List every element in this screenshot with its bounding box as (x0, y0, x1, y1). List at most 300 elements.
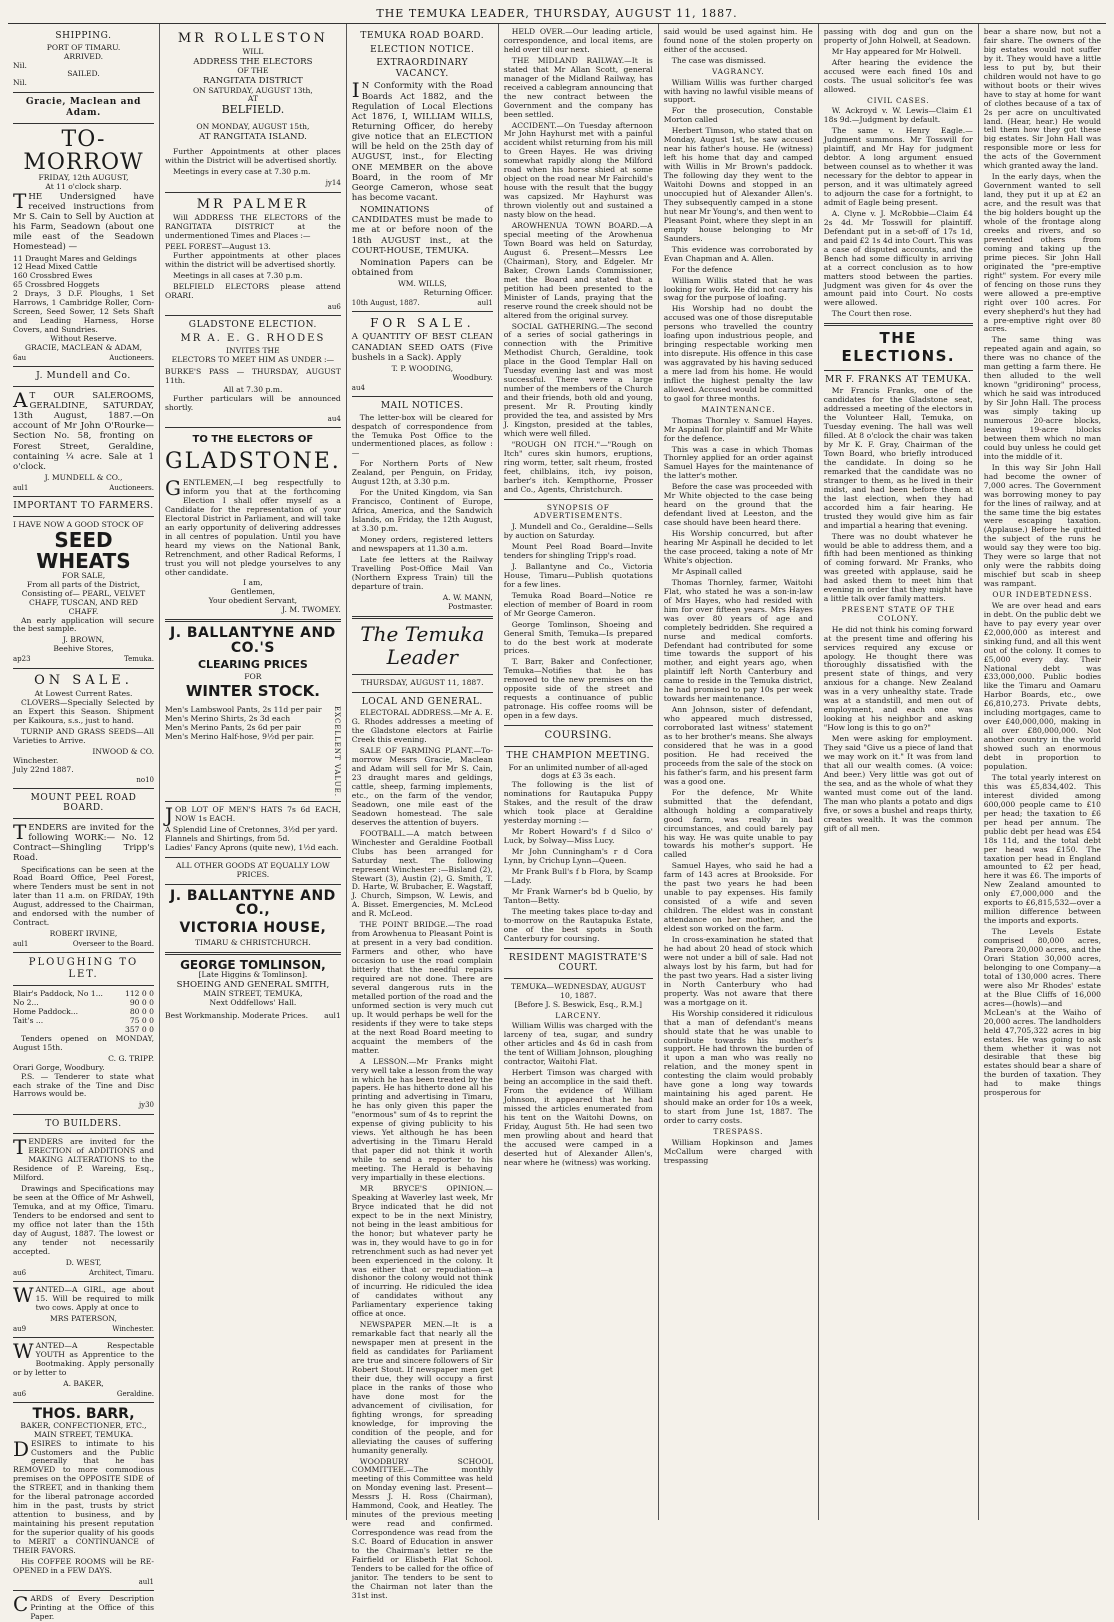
rolleston-date1: ON SATURDAY, AUGUST 13th, (192, 85, 313, 95)
court-text: Ann Johnson, sister of defendant, who appeared much distressed, corroborated last witness' statement as to her brother's means. She always considered that he was in a good position. He had received the proceeds from the sale of the stock on his father's farm, and his present farm was a good one. (663, 705, 813, 786)
onsale-rates: At Lowest Current Rates. (34, 688, 133, 698)
tomlinson-heading: GEORGE TOMLINSON, (180, 957, 326, 972)
court-text: His Worship considered it ridiculous that a man of defendant's means should state that he was unable to contribute towards his mother's support. He had thrown the burden of it upon a man who was really no relation, and the money spent in contesting the claim would probably have gone a long way towards maintaining his aged parent. He should make an order for 10s a week, to start from June 1st, 1887. The order to carry costs. (663, 1008, 813, 1126)
wooding-tail: au4 (351, 383, 365, 392)
divider (504, 948, 653, 949)
rolleston-place2: AT RANGITATA ISLAND. (198, 132, 307, 143)
column-7 (979, 24, 1106, 1520)
ploughing-heading: PLOUGHING TO LET. (28, 957, 139, 981)
twomey-servant: Your obedient Servant, (208, 596, 298, 606)
west-tail (13, 1269, 154, 1277)
court-text: Mr Aspinall called (671, 566, 742, 576)
onsale-heading: ON SALE. (34, 672, 133, 688)
nomination-papers: Nomination Papers can be obtained from (351, 257, 493, 278)
barr-heading: THOS. BARR, (32, 1405, 135, 1422)
brown-signature: J. BROWN, (62, 635, 105, 645)
tomorrow-date: FRIDAY, 12th AUGUST, (38, 172, 129, 182)
court-text: Before the case was proceeded with Mr White objected to the case being heard on the ground that the defendant lived at Leeston, and the case should have been heard there. (663, 482, 813, 528)
tail-title: Auctioneers. (109, 483, 154, 492)
divider (13, 92, 154, 93)
coffee-tail: aul1 (138, 1577, 154, 1586)
list-item: Men's Merino Pants, 2s 6d per pair (165, 722, 301, 732)
rhodes-further: Further particulars will be announced shortly. (165, 393, 341, 412)
rhodes-electors: ELECTORS TO MEET HIM AS UNDER :— (171, 355, 335, 365)
port-heading: PORT OF TIMARU. (46, 42, 121, 52)
ploughing-list (13, 990, 154, 1035)
divider (165, 801, 341, 802)
wanted-youth: WANTED—A Respectable YOUTH as Apprentice to the Bootmaking. Apply personally or by letter to (13, 1338, 154, 1377)
court-text: For the prosecution, Constable Morton called (663, 106, 813, 125)
article-text: There was no doubt whatever he would be able to address them, and a fifth had been mentioned as thinking of coming forward. Mr Franks, who was greeted with applause, said he had asked them to meet him that evening in order that they might have a little talk over family matters. (823, 531, 973, 604)
tail-code: ap23 (13, 655, 31, 664)
court-text: The case was dismissed. (671, 55, 766, 65)
rm-before: [Before J. S. Beswick, Esq., R.M.] (514, 999, 642, 1009)
list-item: 357 0 0 (125, 1024, 154, 1034)
article-text: In this way Sir John Hall had become the owner of 7,000 acres. The Government was borrowing money to pay for the lines of railway, and at the same time the big estates were escaping taxation. (Applause.) Before he quitted the subject of the runs he would say they were too big. They were so large that not only were the rabbits doing mischief but scab in sheep was rampant. (983, 462, 1101, 589)
sale-item: 12 Head Mixed Cattle (13, 262, 98, 272)
sailed-value: Nil. (13, 78, 27, 88)
inwood-place: Winchester. (13, 755, 59, 765)
divider (352, 311, 493, 312)
tomlinson-best: Best Workmanship. Moderate Prices. aul1 (165, 1011, 341, 1021)
divider (13, 788, 154, 789)
rolleston-will: WILL (242, 47, 264, 57)
oats-text: A QUANTITY OF BEST CLEAN CANADIAN SEED OATS (Five bushels in a Sack). Apply (351, 332, 493, 363)
ballantyne-items (165, 706, 341, 797)
baker-tail (13, 1390, 154, 1398)
twomey-gentlemen: Gentlemen, (230, 587, 276, 597)
seed-application: An early application will secure the best sample. (13, 615, 154, 634)
court-text: After hearing the evidence the accused were each fined 10s and costs. The usual solicitor's fee was allowed. (823, 57, 973, 94)
present-state-heading: PRESENT STATE OF THE COLONY. (841, 605, 956, 623)
excellent-value-label: EXCELLENT VALUE. (332, 705, 341, 797)
mann-title: Postmaster. (448, 601, 493, 611)
article-text: bear a share now, but not a fair share. The owners of the big estates would not suffer by it. They would have a little less to put by, but their children would not have to go without boots or their wives have to stay at home for want of clothes because of a tax of 2s per acre on uncultivated land. (Hear, hear.) He would tell them how they got these big estates. Sir John Hall was responsible more or less for the acts of the Government which granted away the land. (983, 27, 1101, 171)
article-text: The same thing was repeated again and again, so there was no chance of the man getting a farm there. He then alluded to the well known "gridironing" process, which he said was introduced by Sir John Hall. The process was simply taking up numerous 20-acre blocks, leaving 19-acre blocks between them which no man could buy unless he could get into the middle of it. (983, 335, 1101, 461)
divider (13, 1590, 154, 1591)
gracie-signature: GRACIE, MACLEAN & ADAM, (24, 343, 143, 353)
wooding-signature: T. P. WOODING, (391, 363, 453, 373)
seed-wheats-heading: SEED WHEATS (36, 527, 131, 573)
sailed-label: SAILED. (67, 69, 100, 79)
divider (352, 396, 493, 397)
mountpeel-heading: MOUNT PEEL ROAD BOARD. (30, 792, 137, 814)
palmer-belfield: BELFIELD ELECTORS please attend ORARI. (165, 281, 341, 300)
divider (504, 978, 653, 979)
mail-text3: For the United Kingdom, via San Francisco, Continent of Europe, Africa, America, and the Sandwich Islands, on Friday, the 12th August, at 3.30 p.m. (351, 488, 493, 534)
divider (824, 370, 973, 371)
ballantyne-heading-2: J. BALLANTYNE AND CO., (169, 887, 336, 919)
leader-date: THURSDAY, AUGUST 11, 1887. (361, 677, 484, 687)
rhodes-time: All at 7.30 p.m. (223, 384, 283, 394)
rolleston-further: Further Appointments at other places within the District will be advertised shortly. (165, 147, 341, 166)
mundell-tail (13, 484, 154, 492)
court-text: passing with dog and gun on the property of John Holwell, at Seadown. (823, 27, 973, 45)
local-item: FOOTBALL.—A match between Winchester and Geraldine Football Clubs has been arranged for Saturday next. The following represent Winchester :—Bisland (2), Stewart (3), Austin (2), G. Smith, T. D. Harte, W. Brubacher, E. Wagstaff, J. Church, Simpson, W. Lewis, and A. Bisset. Emergencies, M. McLeod and R. McLeod. (351, 828, 493, 919)
forsale-heading: FOR SALE. (370, 316, 475, 331)
gladstone-election: GLADSTONE ELECTION. (188, 319, 318, 330)
court-text: Herbert Timson, who stated that on Monday, August 1st, he saw accused near his father's house. He (witness) left his home that day and camped with Willis in Mr Brown's paddock. The following day they went to the Waitohi Downs and stopped in an unoccupied hut of Alexander Allen's. They subsequently camped in a stone hut near Mr Young's, and then went to Pleasant Point, where they slept in an empty house belonging to Mr Saunders. (663, 126, 813, 243)
court-text: His Worship had no doubt the accused was one of those disreputable persons who travelled the country loafing upon industrious people, and bringing respectable working men into disrepute. His offence in this case was aggravated by his having seduced a mere lad from his home. He would inflict the highest penalty the law allowed. Accused would be committed to gaol for three months. (663, 304, 813, 403)
tail-title: Overseer to the Board. (72, 940, 154, 949)
tripp-tail: jy30 (138, 1101, 154, 1110)
court-text: William Willis stated that he was looking for work. He did not carry his swag for the purpose of loafing. (663, 275, 813, 303)
mail-text4: Money orders, registered letters and newspapers at 11.30 a.m. (351, 535, 493, 553)
divider (165, 315, 341, 316)
palmer-tail: au6 (327, 302, 341, 311)
clovers-text: CLOVERS—Specially Selected by an Expert this Season. Shipment per Kaikoura, s.s., just to hand. (13, 697, 154, 725)
column-5 (659, 24, 819, 1520)
inwood-date: July 22nd 1887. (13, 764, 74, 774)
vagrancy-heading: VAGRANCY. (712, 66, 765, 76)
gladstone-heading: GLADSTONE. (165, 448, 341, 474)
coffee-text: His COFFEE ROOMS will be RE-OPENED in a FEW DAYS. (13, 1556, 154, 1575)
coursing-heading: COURSING. (544, 730, 613, 742)
to-electors: TO THE ELECTORS OF (192, 434, 314, 446)
larceny-heading: LARCENY. (555, 1010, 602, 1020)
local-item: "ROUGH ON ITCH."—"Rough on Itch" cures skin humors, eruptions, ring worm, tetter, salt rheum, frosted feet, chilblains, itch, ivy poison, barber's itch. Kempthorne, Prosser and Co., Agents, Christchurch. (503, 439, 653, 494)
synopsis-item: J. Mundell and Co., Geraldine—Sells by auction on Saturday. (503, 522, 653, 541)
tomorrow-heading: TO-MORROW (23, 126, 144, 175)
twomey-text: GENTLEMEN,—I beg respectfully to inform you that at the forthcoming Election I shall offer myself as a Candidate for the representation of your Electoral District in Parliament, and will take an early opportunity of delivering addresses in all centres of population. Until you have heard my views on the National Bank, Retrenchment, and other Radical Reforms, I trust you will not pledge yourselves to any other candidate. (165, 475, 341, 577)
without-reserve: Without Reserve. (50, 334, 117, 344)
champion-sub: For an unlimited number of all-aged dogs at £3 3s each. (508, 762, 648, 781)
mundell-text: AT OUR SALEROOMS, GERALDINE, SATURDAY, 13th August, 1887.—On account of Mr John O'Rourke—Section No. 58, fronting on Forest Street, Geraldine, containing ¼ acre. Sale at 1 o'clock. (13, 387, 154, 472)
cards-text: CARDS of Every Description Printing at the Office of this Paper. (13, 1592, 154, 1622)
local-item: SALE OF FARMING PLANT.—To-morrow Messrs Gracie, Maclean and Adam will sell for Mr S. Cain, 23 draught mares and geldings, cattle, sheep, farming implements, etc., on the farm of the vendor, Seadown, one mile east of the Seadown homestead. The sale deserves the attention of buyers. (351, 746, 493, 827)
civil-heading: CIVIL CASES. (867, 95, 930, 105)
rolleston-district: RANGITATA DISTRICT (203, 76, 303, 87)
tomorrow-time: At 11 o'clock sharp. (45, 181, 122, 191)
divider (352, 674, 493, 675)
champion-entry: Mr Frank Bull's f b Flora, by Scamp—Lady. (503, 866, 653, 885)
mail-text: The letter-box will be cleared for despatch of correspondence from the Temuka Post Office to the undermentioned places, as follow :— (351, 412, 493, 458)
nominations-text: NOMINATIONS of CANDIDATES must be made to me at or before noon of the 18th AUGUST inst., at the COURT-HOUSE, TEMUKA. (351, 205, 493, 256)
ballantyne-cretonnes: A Splendid Line of Cretonnes, 3½d per yard. (165, 824, 338, 834)
mundell-signature: J. MUNDELL & CO., (44, 473, 123, 482)
column-6 (819, 24, 979, 1520)
court-text: His Worship concurred, but after hearing Mr Aspinall he decided to let the case proceed, taking a note of Mr White's objection. (663, 529, 813, 565)
maintenance-heading: MAINTENANCE. (701, 404, 776, 414)
column-4 (499, 24, 659, 1520)
barr-address: MAIN STREET, TEMUKA. (33, 1429, 134, 1439)
have-now: I HAVE NOW A GOOD STOCK OF (13, 519, 144, 529)
seed-text: From all parts of the District, Consisting of— PEARL, VELVET CHAFF, TUSCAN, AND RED CHAFF. (21, 579, 146, 616)
vacancy-heading: EXTRAORDINARY VACANCY. (376, 58, 469, 79)
divider (13, 818, 154, 819)
inwood-signature: INWOOD & CO. (92, 746, 154, 756)
sale-item: 11 Draught Mares and Geldings (13, 253, 137, 263)
local-item: ELECTORAL ADDRESS.—Mr A. E. G. Rhodes addresses a meeting of the Gladstone electors at Fairlie Creek this evening. (351, 708, 493, 745)
court-text: For the defence, Mr White submitted that the defendant, although holding a comparatively good farm, was really in bad circumstances, and could barely pay his way. He was quite unable to pay towards his mother's support. He called (663, 787, 813, 860)
columns (8, 24, 1106, 1622)
twomey-iam: I am, (243, 578, 263, 588)
sale-item: 160 Crossbred Ewes (13, 271, 93, 281)
tail-title: Auctioneers. (109, 354, 154, 363)
wills-signature: WM. WILLS, (397, 279, 447, 289)
rolleston-at: AT (247, 94, 258, 104)
rolleston-tail: jy14 (325, 179, 341, 188)
local-general-heading: LOCAL AND GENERAL. (361, 696, 483, 707)
shoeing-heading: SHOEING AND GENERAL SMITH, (176, 980, 330, 991)
twomey-signature: J. M. TWOMEY. (282, 605, 341, 615)
barr-text: DESIRES to intimate to his Customers and the Public generally that he has REMOVED to more commodious premises on the OPPOSITE SIDE of the STREET, and in thanking them for the liberal patronage accorded him in the past, trusts by strict attention to business, and by maintaining his present reputation for the superior quality of his goods to MERIT a CONTINUANCE of THEIR FAVORS. (13, 1436, 154, 1555)
rm-date: TEMUKA—WEDNESDAY, AUGUST 10, 1887. (510, 981, 646, 1000)
divider (165, 884, 341, 885)
champion-text: The meeting takes place to-day and to-morrow on the Rautapuka Estate, one of the best spots in South Canterbury for coursing. (503, 906, 653, 943)
divider (165, 427, 341, 428)
tail-code: au6 (13, 1389, 27, 1398)
palmer-heading: MR PALMER (196, 196, 310, 212)
list-item: Men's Merino Half-hose, 9½d per pair. (165, 731, 315, 741)
tripp-ps: P.S. — Tenderer to state what each strake of the Tine and Disc Harrows would be. (13, 1071, 154, 1099)
list-item: Men's Merino Shirts, 2s 3d each (165, 713, 291, 723)
divider (13, 366, 154, 367)
baker-signature: A. BAKER, (63, 1378, 104, 1388)
court-text: This was a case in which Thomas Thornley applied for an order against Samuel Hayes for the maintenance of the latter's mother. (663, 444, 813, 481)
divider (13, 1402, 154, 1403)
synopsis-item: Mount Peel Road Board—Invite tenders for shingling Tripp's road. (503, 541, 653, 560)
divider (504, 746, 653, 747)
wills-title: Returning Officer. (423, 288, 493, 298)
local-item: NEWSPAPER MEN.—It is a remarkable fact that nearly all the newspaper men at present in the field as candidates for Parliament are true and sincere followers of Sir Robert Stout. If newspaper men get their due, they will occupy a first place in the ranks of those who have done most for the advancement of civilisation, for fighting wrongs, for spreading knowledge, for improving the condition of the people, and for alleviating the causes of suffering humanity generally. (351, 1320, 493, 1455)
column-2 (160, 24, 347, 1520)
champion-entry: Mr Frank Warner's bd b Quelio, by Tanton—Betty. (503, 886, 653, 905)
west-signature: D. WEST, (65, 1257, 102, 1267)
column-1 (8, 24, 160, 1622)
court-text: A. Clyne v. J. McRobbie—Claim £4 2s 4d. Mr Tosswill for plaintiff. Defendant put in a set-off of 17s 1d, and paid £2 1s 4d into Court. This was a case of disputed accounts, and the Bench had some difficulty in arriving at a correct conclusion as to how matters stood between the parties. Judgment was given for 4s over the amount paid into Court. No costs were allowed. (823, 208, 973, 308)
seed-for-sale: FOR SALE, (61, 570, 106, 580)
tail-code: 6au (13, 354, 27, 363)
divider (352, 692, 493, 693)
arrived-label: ARRIVED. (63, 51, 104, 61)
divider (165, 952, 341, 955)
list-item: Men's Lambswool Pants, 2s 11d per pair (165, 704, 322, 714)
synopsis-item: J. Ballantyne and Co., Victoria House, Timaru—Publish quotations for a few lines. (503, 561, 653, 589)
shipping-heading: SHIPPING. (55, 31, 112, 41)
divider (13, 1337, 154, 1338)
mail-text5: Late fee letters at the Railway Travelling Post-Office Mail Van (Northern Express Train) till the departure of train. (351, 554, 493, 591)
court-text: William Hopkinson and James McCallum were charged with trespassing (663, 1137, 813, 1165)
mail-heading: MAIL NOTICES. (380, 401, 464, 411)
divider (13, 123, 154, 124)
article-text: The total yearly interest on this was £5,834,402. This interest divided among 600,000 people came to £10 per head; the taxation to £6 per head per annum. The public debt per head was £54 18s 11d, and the total debt per head was £150. The taxation per head in England amounted to £2 per head, here it was £6. The imports of New Zealand amounted to only £7,000,000 and the exports to £6,815,532—over a million difference between the imports and exports. (983, 772, 1101, 926)
mundell-heading: J. Mundell and Co. (36, 371, 131, 382)
tail-title: Temuka. (123, 655, 154, 664)
synopsis-heading: SYNOPSIS OF ADVERTISEMENTS. (533, 502, 623, 521)
court-text: The same v. Henry Eagle.—Judgment summons. Mr Tosswill for plaintiff, and Mr Hay for judgment debtor. A long argument ensued between counsel as to whether it was necessary for the debtor to appear in person, and it was ultimately agreed to adjourn the case for a fortnight, to admit of Eagle being present. (823, 126, 973, 207)
synopsis-item: Temuka Road Board—Notice re election of member of Board in room of Mr George Cameron. (503, 590, 653, 618)
article-text: Men were asking for employment. They said "Give us a piece of land that we may work on it." It was from land that all our wealth comes. (A voice: And beer.) Very little was got out of the sea, and as the whole of what they wanted must come out of the land. The man who plants a potato and digs five, or sows a bushel and reaps thirty, creates wealth. It was the common gift of all men. (823, 734, 973, 833)
article-text: In the early days, when the Government wanted to sell land, they put it up at £2 an acre, and the result was that the big holders bought up the whole of the frontage along creeks and rivers, and so prevented others from coming and taking up the prime pieces. Sir John Hall originated the "pre-emptive right" system. For every mile of fencing on those runs they were allowed a pre-emptive right over 100 acres. For every shepherd's hut they had a pre-emptive right over 80 acres. (983, 172, 1101, 334)
ballantyne-flannels: Flannels and Shirtings, from 5d. (165, 833, 290, 843)
rolleston-place1: BELFIELD. (221, 103, 285, 117)
champion-entry: Mr John Cunningham's r d Cora Lynn, by Crichup Lynn—Queen. (503, 847, 653, 866)
divider (13, 386, 154, 387)
divider (504, 725, 653, 726)
wooding-place: Woodbury. (452, 372, 493, 382)
wills-tail: 10th August, 1887. aul1 (351, 299, 493, 308)
ballantyne-hats: JOB LOT OF MEN'S HATS 7s 6d EACH, NOW 1s EACH. (165, 802, 341, 827)
winter-stock: WINTER STOCK. (185, 682, 320, 701)
sale-text: THE Undersigned have received instructions from Mr S. Cain to Sell by Auction at his Farm, Seadown (about one mile east of the Seadown Homestead) — (13, 188, 154, 253)
palmer-meet: Meetings in all cases at 7.30 p.m. (173, 270, 303, 280)
farmers-heading: IMPORTANT TO FARMERS. (13, 501, 154, 512)
tail-title: Architect, Timaru. (88, 1268, 154, 1277)
rhodes-tail: au4 (327, 414, 341, 423)
court-text: William Willis was further charged with having no lawful visible means of support. (663, 77, 813, 105)
rolleston-address: ADDRESS THE ELECTORS (193, 57, 313, 68)
barr-sub: BAKER, CONFECTIONER, ETC., (20, 1420, 147, 1430)
court-text: Thomas Thornley v. Samuel Hayes. Mr Aspinall for plaintiff and Mr White for the defence. (663, 415, 813, 443)
palmer-place: PEEL FOREST—August 13. (165, 241, 271, 251)
sale-item: 65 Crossbred Hoggets (13, 280, 100, 290)
divider (13, 668, 154, 669)
list-item: No 2... 90 0 0 (13, 997, 154, 1007)
rhodes-place: BURKE'S PASS — THURSDAY, AUGUST 11th. (165, 367, 341, 386)
paterson-tail (13, 1325, 154, 1333)
turnip-text: TURNIP AND GRASS SEEDS—All Varieties to Arrive. (13, 726, 154, 745)
mountpeel-text2: Specifications can be seen at the Road Board Office, Peel Forest, where Tenders must be sent in not later than 11 a.m. on FRIDAY, 19th August, addressed to the Chairman, and endorsed with the number of Contract. (13, 864, 154, 928)
tail-code: aul1 (13, 483, 29, 492)
divider (13, 1114, 154, 1115)
rolleston-heading: MR ROLLESTON (177, 31, 328, 46)
mann-signature: A. W. MANN, (442, 592, 493, 602)
timaru-christchurch: TIMARU & CHRISTCHURCH. (194, 937, 311, 947)
vacancy-text: IN Conformity with the Road Boards Act 1882, and the Regulation of Local Elections Act 1876, I, WILLIAM WILLS, Returning Officer, do hereby give notice that an ELECTION will be held on the 25th day of AUGUST, inst., for Electing ONE MEMBER on the above Board, in the room of Mr George Cameron, whose seat has become vacant. (351, 78, 493, 203)
palmer-text: Will ADDRESS THE ELECTORS of the RANGITATA DISTRICT at the undermentioned Times and Places :— (165, 212, 341, 240)
tomlinson-next: Next Oddfellows' Hall. (209, 998, 297, 1008)
divider (165, 857, 341, 858)
rolleston-date2: ON MONDAY, AUGUST 15th, (196, 122, 310, 132)
local-item: ACCIDENT.—On Tuesday afternoon Mr John Hayhurst met with a painful accident whilst returning from his mill to Green Hayes. He was driving somewhat rapidly along the Milford road when his horse shied at some object on the road near Mr Fairchild's house with the result that the buggy was capsized. Mr Hayhurst was thrown violently out and sustained a nasty blow on the head. (503, 120, 653, 220)
brown-tail (13, 655, 154, 663)
franks-heading: MR F. FRANKS AT TEMUKA. (825, 374, 972, 385)
article-text: He did not think his coming forward at the present time and offering his services required any excuse or apology. He thought there was thoroughly dissatisfied with the present state of things, and very anxious for a change. New Zealand was in a very unhealthy state. Trade was at a standstill, and men out of employment, and each one was looking at his neighbor and asking "How long is this to go on?" (823, 624, 973, 733)
divider (504, 499, 653, 500)
victoria-house: VICTORIA HOUSE, (179, 919, 327, 936)
inwood-tail: no10 (136, 775, 154, 784)
court-text: W. Ackroyd v. W. Lewis—Claim £1 18s 9d.—Judgment by default. (823, 106, 973, 125)
synopsis-item: George Tomlinson, Shoeing and General Smith, Temuka—Is prepared to do the best work at moderate prices. (503, 619, 653, 656)
local-item: HELD OVER.—Our leading article, correspondence, and local items, are held over till our next. (503, 27, 653, 54)
election-notice: ELECTION NOTICE. (370, 44, 475, 55)
rhodes-invites: INVITES THE (226, 346, 280, 356)
court-text: William Willis was charged with the larceny of tea, sugar, and sundry other articles and 4s 6d in cash from the tent of William Johnson, ploughing contractor, Waitohi Flat. (503, 1021, 653, 1067)
local-item: THE POINT BRIDGE.—The road from Arowhenua to Pleasant Point is at present in a very bad condition. Farmers and other, who have occasion to use the road complain bitterly that the needful repairs required are not done. There are several dangerous ruts in the metalled portion of the road and the unformed section is very much cut up. It would perhaps be well for the residents if they were to take steps at the next Road Board meeting to acquaint the members of the matter. (351, 920, 493, 1055)
court-text: The Court then rose. (831, 309, 912, 319)
article-text: We are over head and ears in debt. On the public debt we have to pay every year over £2,000,000 as interest and sinking fund, and all this went out of the colony. It comes to £5,000 every day. Their National debt was £33,000,000. Public bodies like the Timaru and Oamaru Harbor Boards, etc., owe £6,810,273. Private debts, including mortgages, came to over £40,000,000, making in all over £80,000,000. Not another country in the world showed such an enormous debt in proportion to population. (983, 600, 1101, 771)
tomlinson-late: [Late Higgins & Tomlinson]. (198, 970, 308, 980)
court-text: In cross-examination he stated that he had about 20 head of stock which were not under a bill of sale. Had not always lost by his farm, but had for the past two years. Had a sister living in North Canterbury who had property. Was not aware that there was a mortgage on it. (663, 935, 813, 1007)
divider (13, 1133, 154, 1134)
divider (352, 616, 493, 619)
court-text: said would be used against him. He found none of the stolen property on either of the accused. (663, 27, 813, 54)
tail-code: aul1 (13, 940, 29, 949)
builders-text: TENDERS are invited for the ERECTION of ADDITIONS and MAKING ALTERATIONS to the Residence of P. Wareing, Esq., Milford. (13, 1135, 154, 1183)
temuka-road-heading: TEMUKA ROAD BOARD. (360, 31, 485, 41)
court-text: For the defence (671, 264, 733, 274)
mountpeel-text: TENDERS are invited for the following WORK:— No. 12 Contract—Shingling Tripp's Road. (13, 819, 154, 864)
court-text: Herbert Timson was charged with being an accomplice in the said theft. From the evidence of William Johnson, it appeared that he had missed the articles enumerated from his tent on the Waitohi Downs, on Friday, August 5th. He had seen two men prowling about and heard that the accused were camped in a deserted hut of Alexander Allen's, near where he (witness) was working. (503, 1068, 653, 1167)
trespass-heading: TRESPASS. (713, 1127, 764, 1137)
divider (13, 516, 154, 517)
list-item: Home Paddock... 80 0 0 (13, 1006, 154, 1016)
tripp-signature: C. G. TRIPP. (108, 1053, 154, 1063)
ballantyne-heading: J. BALLANTYNE AND CO.'S (169, 625, 336, 656)
rhodes-heading: MR A. E. G. RHODES (180, 333, 326, 345)
list-item: Tait's ... 75 0 0 (13, 1015, 154, 1025)
builders-text2: Drawings and Specifications may be seen at the Office of Mr Ashwell, Temuka, and at my Office, Timaru. Tenders to be endorsed and sent to my office not later than the 15th day of August, 1887. The lowest or any tender not necessarily accepted. (13, 1184, 154, 1256)
local-item: THE MIDLAND RAILWAY.—It is stated that Mr Allan Scott, general manager of the Midland Railway, has received a cablegram announcing that the new contract between the Government and the company has been settled. (503, 55, 653, 119)
champion-text: The following is the list of nominations for Rautapuka Puppy Stakes, and the result of the draw which took place at Geraldine yesterday morning :— (503, 780, 653, 826)
irvine-signature: ROBERT IRVINE, (49, 929, 118, 939)
leader-title: The Temuka Leader (360, 621, 485, 670)
synopsis-item: T. Barr, Baker and Confectioner, Temuka—Notifies that he has removed to the new premises on the opposite side of the street and requests a continuance of public patronage. His coffee rooms will be open in a few days. (503, 657, 653, 721)
for-word: FOR (244, 672, 262, 682)
tail-title: Geraldine. (116, 1389, 154, 1398)
rolleston-of: OF THE (237, 66, 269, 76)
divider (13, 1281, 154, 1282)
champion-heading: THE CHAMPION MEETING. (506, 750, 651, 761)
divider (13, 496, 154, 497)
rolleston-meet: Meetings in every case at 7.30 p.m. (173, 167, 311, 177)
tail-code: au6 (13, 1268, 27, 1277)
paterson-signature: MRS PATERSON, (50, 1313, 117, 1323)
ballantyne-other: ALL OTHER GOODS AT EQUALLY LOW PRICES. (175, 860, 330, 879)
court-text: Thomas Thornley, farmer, Waitohi Flat, who stated he was a son-in-law of Mrs Hayes, who had resided with him for over fifteen years. Mrs Hayes was over 80 years of age and completely bedridden. She required a nurse and medical comforts. Defendant had contributed for some time towards the support of his mother, and eight years ago, when plaintiff left North Canterbury and came to reside in the Temuka district, he had promised to pay 10s per week towards her maintenance. (663, 577, 813, 704)
divider (824, 323, 973, 326)
local-item: A LESSON.—Mr Franks might very well take a lesson from the way in which he has been treated by the papers. He has hitherto done all his printing and advertising in Timaru, he has only given this paper the "enormous" sum of 4s to reprint the expense of giving publicity to his views. Yet although he has been advertising in the Timaru Herald that paper did not think it worth while to send a reporter to his meeting. The Herald is behaving very impartially in these elections. (351, 1056, 493, 1182)
divider (165, 192, 341, 193)
elections-heading: THE ELECTIONS. (841, 329, 956, 366)
tail-code: au9 (13, 1324, 27, 1333)
tomlinson-address: MAIN STREET, TEMUKA, (203, 989, 303, 999)
sale-item: 2 Drays, 3 D.F. Ploughs, 1 Set Harrows, 1 Cambridge Roller, Corn-Screen, Seed Sower, 12 Sets Shaft and Leading Harness, Horse Covers, and Sundries. (13, 289, 154, 335)
gracie-tail (13, 354, 154, 362)
builders-heading: TO BUILDERS. (45, 1118, 122, 1129)
court-text: Samuel Hayes, who said he had a farm of 143 acres at Brookside. For the past two years he had been unable to pay expenses. His family consisted of a wife and seven children. The eldest was in constant attendance on her mother, and the eldest son worked on the farm. (663, 861, 813, 934)
ballantyne-aprons: Ladies' Fancy Aprons (quite new), 1½d each. (165, 842, 339, 852)
brown-sub: Beehive Stores, (53, 644, 114, 654)
court-text: Mr Hay appeared for Mr Holwell. (831, 46, 962, 56)
gracie-heading: Gracie, Maclean and Adam. (25, 97, 142, 118)
champion-entry: Mr Robert Howard's f d Silco o' Luck, by Solway—Miss Lucy. (503, 827, 653, 846)
indebtedness-heading: OUR INDEBTEDNESS. (992, 590, 1093, 600)
palmer-further: Further appointments at other places within the district will be advertised shortly. (165, 250, 341, 269)
local-item: MR BRYCE'S OPINION.—Speaking at Waverley last week, Mr Bryce indicated that he did not expect to be in the next Ministry, not being in the least ambitious for the honor; but whatever party he was in, they would have to go in for retrenchment such as had never yet been experienced in the colony. It was either that or repudiation—a dishonor the colony would not think of incurring. He ridiculed the idea of candidates without any Parliamentary experience taking office at once. (351, 1183, 493, 1319)
rm-court-heading: RESIDENT MAGISTRATE'S COURT. (508, 952, 648, 974)
divider (13, 985, 154, 986)
wanted-girl: WANTED—A GIRL, age about 15. Will be required to milk two cows. Apply at once to (13, 1282, 154, 1312)
irvine-tail (13, 940, 154, 948)
local-item: WOODBURY SCHOOL COMMITTEE.—The monthly meeting of this Committee was held on Monday evening last. Present—Messrs J. H. Ross (Chairman), Hammond, Cook, and Heatley. The minutes of the previous meeting were read and confirmed. Correspondence was read from the S.C. Board of Education in answer to the Chairman's letter re the Fairfield or Elisbeth Flat School. Tenders to be called for the office of janitor. The tenders to be sent to the Chairman not later than the 31st inst. (351, 1456, 493, 1600)
mail-text2: For Northern Ports of New Zealand, per Penguin, on Friday, August 12th, at 3.30 p.m. (351, 459, 493, 487)
masthead: THE TEMUKA LEADER, THURSDAY, AUGUST 11, 1887. (8, 6, 1106, 24)
article-text: Mr Francis Franks, one of the candidates for the Gladstone seat, addressed a meeting of the electors in the Volunteer Hall, Temuka, on Tuesday evening. The hall was well filled. At 8 o'clock the chair was taken by Mr K. F. Gray, Chairman of the Town Board, who briefly introduced the candidate. In doing so he remarked that the candidate was no stranger to them, as he lived in their midst, and had been before them at the last election, when they had accorded him a fair hearing. He trusted they would give him as fair and impartial a hearing that evening. (823, 386, 973, 530)
tripp-place: Orari Gorge, Woodbury. (13, 1062, 105, 1072)
ploughing-text: Tenders opened on MONDAY, August 15th. (13, 1033, 154, 1052)
court-text: This evidence was corroborated by Evan Chapman and A. Allen. (663, 244, 813, 263)
clearing-prices: CLEARING PRICES (197, 657, 308, 671)
local-item: SOCIAL GATHERING.—The second of a series of social gatherings in connection with the Primitive Methodist Church, Geraldine, took place in the Good Templar Hall on Tuesday evening last and was most successful. There were a large number of the members of the Church and their friends, both old and young, present. Mr R. Prouting kindly provided the tea, and assisted by Mrs J. Kingston, presided at the tables, which were well filled. (503, 321, 653, 438)
article-text: The Levels Estate comprised 80,000 acres, Pareora 20,000 acres, and the Orari Station 30,000 acres, belonging to one Company—a total of 130,000 acres. There were also Mr Rhodes' estate at the Blue Cliffs of 16,000 acres—(howls)—and McLean's at the Waiho of 20,000 acres. The landholders held 47,705,322 acres in big estates. He was going to ask them whether it was not desirable that these big estates should bear a share of the burden of taxation. They had to make things prosperous for (983, 927, 1101, 1098)
list-item: Blair's Paddock, No 1... 112 0 0 (13, 989, 154, 998)
divider (165, 619, 341, 622)
arrived-value: Nil. (13, 60, 27, 70)
tail-title: Winchester. (112, 1324, 154, 1333)
local-item: AROWHENUA TOWN BOARD.—A special meeting of the Arowhenua Town Board was held on Saturday, August 6. Present—Messrs Lee (Chairman), Story, and Edgeler. Mr Baker, Crown Lands Commissioner, met the Board and stated that a petition had been presented to the Minister of Lands, praying that the reserve round the creek should not be altered from the original survey. (503, 221, 653, 320)
